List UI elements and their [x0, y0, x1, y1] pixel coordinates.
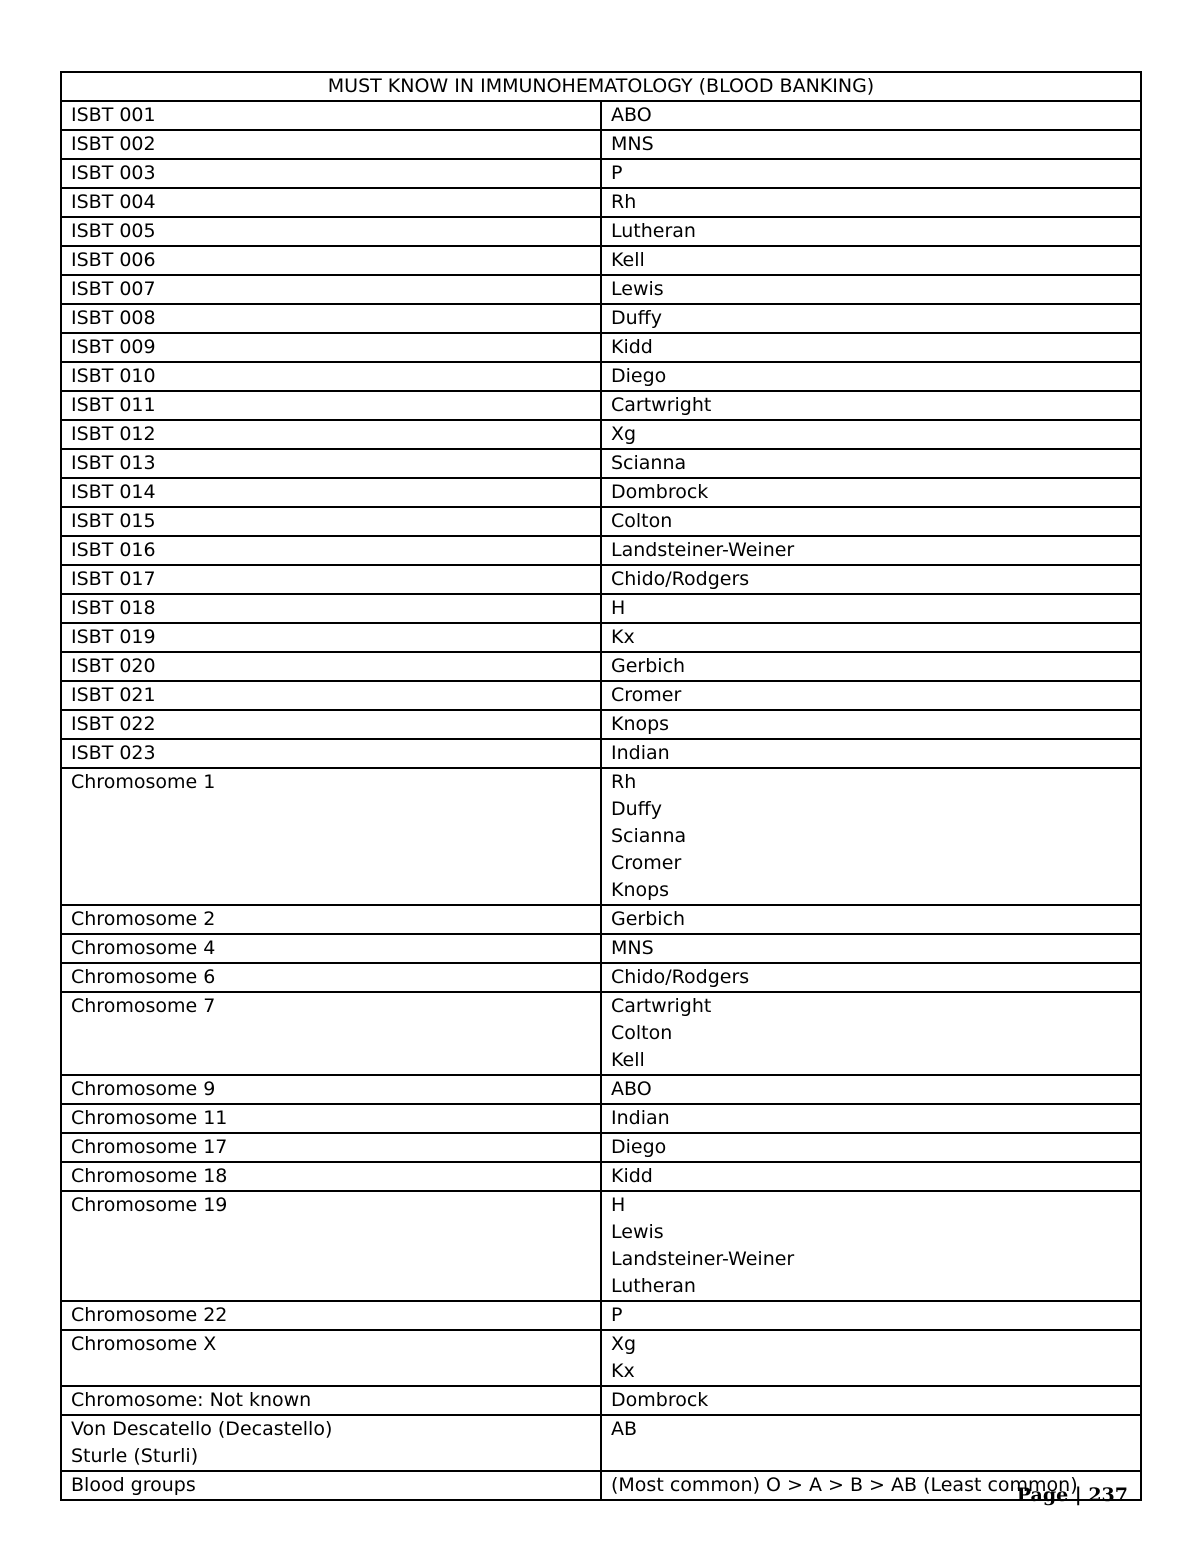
row-label-cell [61, 507, 601, 536]
table-row [61, 565, 1141, 594]
row-value-cell [601, 934, 1141, 963]
table-row [61, 1415, 1141, 1471]
row-label: ISBT 004 [71, 191, 156, 213]
row-value: Kell [611, 249, 645, 271]
row-value-cell [601, 623, 1141, 652]
table-row [61, 275, 1141, 304]
row-label: Chromosome 7 [71, 995, 216, 1017]
row-label: ISBT 021 [71, 684, 156, 706]
row-label: ISBT 008 [71, 307, 156, 329]
row-value: Duffy [611, 307, 663, 329]
row-label-cell [61, 1191, 601, 1301]
table-row [61, 101, 1141, 130]
table-row [61, 963, 1141, 992]
page-number: Page | 237 [1016, 1484, 1128, 1506]
table-row [61, 1386, 1141, 1415]
row-value-cell [601, 963, 1141, 992]
row-label: Von Descatello (Decastello) [71, 1418, 333, 1440]
row-label-cell [61, 101, 601, 130]
row-label-cell [61, 681, 601, 710]
row-label: ISBT 017 [71, 568, 156, 590]
row-label-cell [61, 362, 601, 391]
row-label: Chromosome 17 [71, 1136, 228, 1158]
row-value-cell [601, 1386, 1141, 1415]
row-label-cell [61, 188, 601, 217]
row-label: ISBT 014 [71, 481, 156, 503]
row-value-cell [601, 992, 1141, 1075]
row-value-cell [601, 246, 1141, 275]
table-row [61, 391, 1141, 420]
row-label: ISBT 013 [71, 452, 156, 474]
row-value: P [611, 1304, 623, 1326]
immunohematology-table [60, 71, 1142, 1501]
row-value-cell [601, 188, 1141, 217]
row-value: Cartwright [611, 394, 712, 416]
row-label-cell [61, 1471, 601, 1500]
row-label-cell [61, 536, 601, 565]
row-value: Scianna [611, 452, 687, 474]
table-row [61, 1301, 1141, 1330]
row-value: Lewis [611, 278, 664, 300]
row-value: Dombrock [611, 1389, 709, 1411]
row-value-cell [601, 536, 1141, 565]
row-label-cell [61, 739, 601, 768]
row-label: Sturle (Sturli) [71, 1445, 199, 1467]
table-row [61, 681, 1141, 710]
row-value: P [611, 162, 623, 184]
table-body [61, 101, 1141, 1500]
row-value-cell [601, 275, 1141, 304]
row-value-cell [601, 101, 1141, 130]
row-value-cell [601, 449, 1141, 478]
row-label-cell [61, 420, 601, 449]
row-value: Kx [611, 626, 635, 648]
row-value-cell [601, 507, 1141, 536]
row-value: Rh [611, 191, 637, 213]
row-value: Xg [611, 423, 637, 445]
table-row [61, 905, 1141, 934]
row-label: Chromosome 18 [71, 1165, 228, 1187]
table-row [61, 217, 1141, 246]
table-row [61, 333, 1141, 362]
row-value-cell [601, 565, 1141, 594]
row-label: ISBT 003 [71, 162, 156, 184]
table-row [61, 449, 1141, 478]
row-value-cell [601, 391, 1141, 420]
row-value: Chido/Rodgers [611, 966, 750, 988]
row-value: Cromer [611, 852, 682, 874]
row-label: Chromosome X [71, 1333, 217, 1355]
row-value: (Most common) O > A > B > AB (Least common) [611, 1474, 1078, 1496]
row-label-cell [61, 710, 601, 739]
row-label: Chromosome 11 [71, 1107, 228, 1129]
row-value: ABO [611, 1078, 652, 1100]
row-value-cell [601, 652, 1141, 681]
row-value-cell [601, 217, 1141, 246]
row-label-cell [61, 1330, 601, 1386]
row-value: Lutheran [611, 220, 696, 242]
row-label-cell [61, 391, 601, 420]
row-value-cell [601, 478, 1141, 507]
row-value-cell [601, 1075, 1141, 1104]
row-value-cell [601, 420, 1141, 449]
row-label: ISBT 020 [71, 655, 156, 677]
row-label-cell [61, 594, 601, 623]
table-row [61, 159, 1141, 188]
row-value: Kx [611, 1360, 635, 1382]
table-row [61, 1104, 1141, 1133]
table-row [61, 1133, 1141, 1162]
row-label: ISBT 010 [71, 365, 156, 387]
table-row [61, 536, 1141, 565]
row-label-cell [61, 623, 601, 652]
row-label-cell [61, 333, 601, 362]
row-label: Chromosome: Not known [71, 1389, 312, 1411]
row-value: Kell [611, 1049, 645, 1071]
row-value: Rh [611, 771, 637, 793]
row-label-cell [61, 1301, 601, 1330]
row-value: MNS [611, 937, 654, 959]
table-row [61, 304, 1141, 333]
row-value-cell [601, 362, 1141, 391]
row-value: H [611, 1194, 626, 1216]
row-label: Chromosome 2 [71, 908, 216, 930]
row-label: Chromosome 9 [71, 1078, 216, 1100]
row-value-cell [601, 333, 1141, 362]
row-label-cell [61, 565, 601, 594]
row-label-cell [61, 652, 601, 681]
row-label: ISBT 016 [71, 539, 156, 561]
row-label: ISBT 015 [71, 510, 156, 532]
table-row [61, 507, 1141, 536]
table-title: MUST KNOW IN IMMUNOHEMATOLOGY (BLOOD BANKING) [61, 72, 1141, 101]
row-label-cell [61, 768, 601, 905]
row-value: MNS [611, 133, 654, 155]
table-row [61, 992, 1141, 1075]
row-value: Indian [611, 1107, 670, 1129]
row-value-cell [601, 681, 1141, 710]
row-label-cell [61, 963, 601, 992]
row-label: ISBT 007 [71, 278, 156, 300]
row-value: H [611, 597, 626, 619]
row-label-cell [61, 304, 601, 333]
row-label: ISBT 002 [71, 133, 156, 155]
row-value: Landsteiner-Weiner [611, 539, 795, 561]
row-value-cell [601, 1133, 1141, 1162]
table-row [61, 1075, 1141, 1104]
table-row [61, 710, 1141, 739]
row-label-cell [61, 217, 601, 246]
table-row [61, 130, 1141, 159]
row-label: ISBT 011 [71, 394, 156, 416]
row-label: Chromosome 1 [71, 771, 216, 793]
row-label-cell [61, 478, 601, 507]
table-row [61, 420, 1141, 449]
row-value-cell [601, 594, 1141, 623]
row-value: Cartwright [611, 995, 712, 1017]
row-value: Diego [611, 365, 667, 387]
row-value: Xg [611, 1333, 637, 1355]
row-value-cell [601, 739, 1141, 768]
row-label: ISBT 018 [71, 597, 156, 619]
row-value: Duffy [611, 798, 663, 820]
table-title-row [61, 72, 1141, 101]
row-value: Knops [611, 713, 670, 735]
row-value-cell [601, 710, 1141, 739]
row-value: Diego [611, 1136, 667, 1158]
row-label: Blood groups [71, 1474, 196, 1496]
row-value-cell [601, 768, 1141, 905]
row-label: Chromosome 22 [71, 1304, 228, 1326]
table-row [61, 1162, 1141, 1191]
table-row [61, 652, 1141, 681]
table-row [61, 934, 1141, 963]
row-value-cell [601, 1191, 1141, 1301]
row-value: ABO [611, 104, 652, 126]
row-label: Chromosome 19 [71, 1194, 228, 1216]
row-value-cell [601, 130, 1141, 159]
row-label-cell [61, 1386, 601, 1415]
row-value-cell [601, 1330, 1141, 1386]
row-value: AB [611, 1418, 638, 1440]
row-value: Landsteiner-Weiner [611, 1248, 795, 1270]
row-value-cell [601, 159, 1141, 188]
table-row [61, 594, 1141, 623]
table-row [61, 1330, 1141, 1386]
table-row [61, 362, 1141, 391]
row-value-cell [601, 1415, 1141, 1471]
table-row [61, 478, 1141, 507]
row-value: Gerbich [611, 655, 686, 677]
row-value: Indian [611, 742, 670, 764]
row-label-cell [61, 1075, 601, 1104]
row-value: Colton [611, 1022, 673, 1044]
row-value: Chido/Rodgers [611, 568, 750, 590]
table-row [61, 1191, 1141, 1301]
row-label-cell [61, 159, 601, 188]
row-value: Lutheran [611, 1275, 696, 1297]
table-row [61, 1471, 1141, 1500]
row-value-cell [601, 1104, 1141, 1133]
row-value: Cromer [611, 684, 682, 706]
row-value-cell [601, 1301, 1141, 1330]
table-row [61, 623, 1141, 652]
row-value: Kidd [611, 1165, 653, 1187]
row-value: Dombrock [611, 481, 709, 503]
row-label-cell [61, 1415, 601, 1471]
row-value: Knops [611, 879, 670, 901]
row-label: ISBT 023 [71, 742, 156, 764]
table-row [61, 188, 1141, 217]
row-value: Kidd [611, 336, 653, 358]
row-label-cell [61, 934, 601, 963]
row-label-cell [61, 130, 601, 159]
row-label: ISBT 019 [71, 626, 156, 648]
row-label-cell [61, 1162, 601, 1191]
row-label: ISBT 005 [71, 220, 156, 242]
row-label: ISBT 001 [71, 104, 156, 126]
row-label: Chromosome 6 [71, 966, 216, 988]
row-label: ISBT 012 [71, 423, 156, 445]
row-value: Colton [611, 510, 673, 532]
row-label-cell [61, 246, 601, 275]
row-label-cell [61, 449, 601, 478]
table-row [61, 246, 1141, 275]
row-label: ISBT 006 [71, 249, 156, 271]
row-value-cell [601, 1162, 1141, 1191]
row-label-cell [61, 905, 601, 934]
row-label-cell [61, 275, 601, 304]
row-value: Gerbich [611, 908, 686, 930]
row-label: ISBT 009 [71, 336, 156, 358]
row-label: Chromosome 4 [71, 937, 216, 959]
row-value: Scianna [611, 825, 687, 847]
row-value-cell [601, 304, 1141, 333]
row-label: ISBT 022 [71, 713, 156, 735]
row-label-cell [61, 1133, 601, 1162]
row-label-cell [61, 1104, 601, 1133]
row-value: Lewis [611, 1221, 664, 1243]
table-row [61, 768, 1141, 905]
row-value-cell [601, 905, 1141, 934]
row-label-cell [61, 992, 601, 1075]
table-row [61, 739, 1141, 768]
